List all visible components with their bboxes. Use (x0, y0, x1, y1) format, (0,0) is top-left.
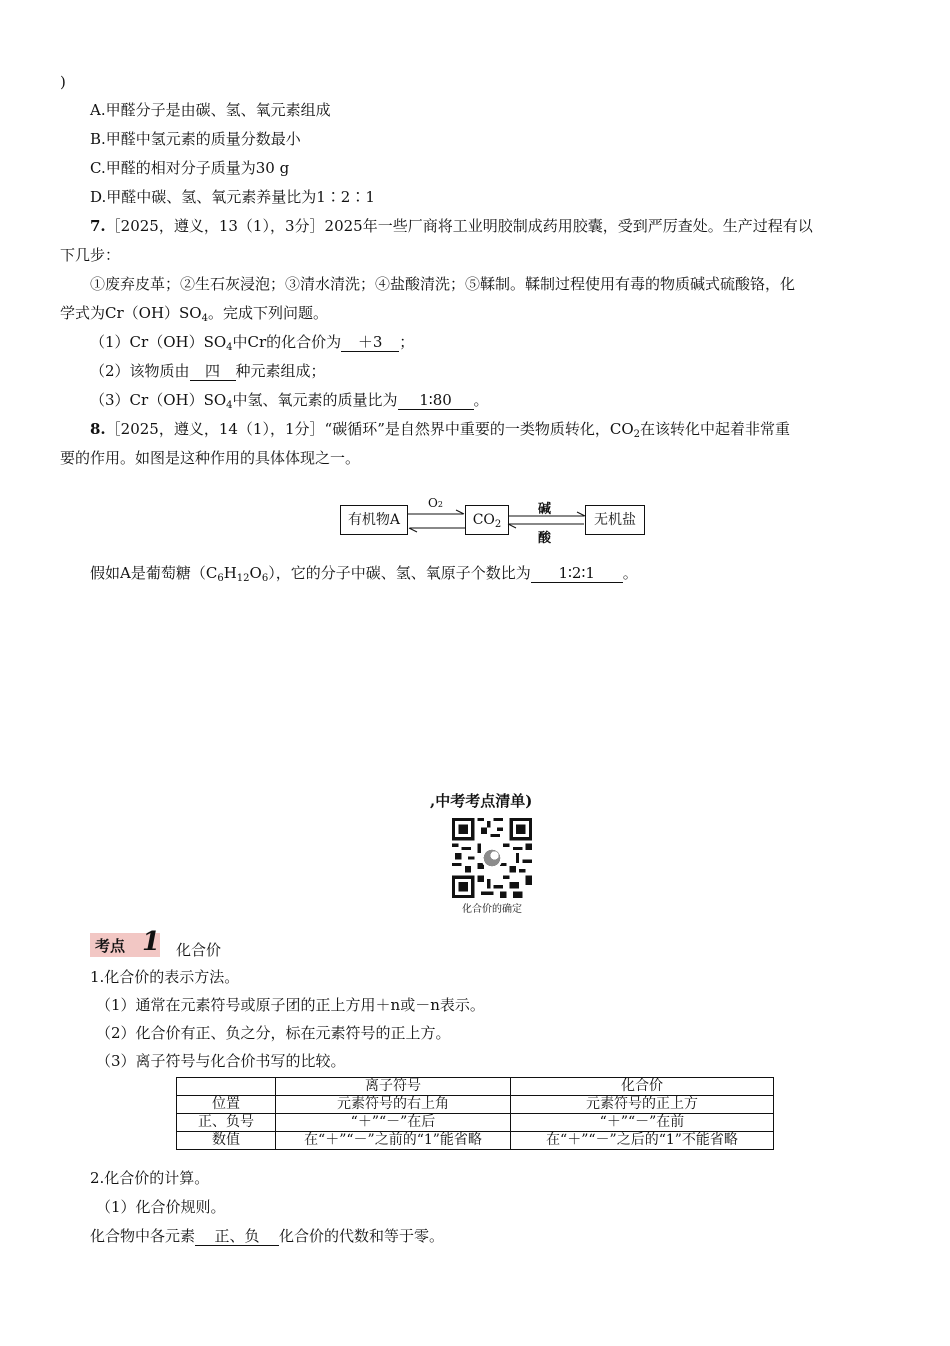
q8-stem-pre: ［2025，遵义，14（1），1分］“碳循环”是自然界中重要的一类物质转化，CO (105, 420, 634, 438)
q7-steps-line1: ①废弃皮革；②生石灰浸泡；③清水清洗；④盐酸清洗；⑤鞣制。鞣制过程使用有毒的物质碱式硫酸铬，化 (90, 275, 796, 293)
table-cell: 在“＋”“－”之后的“1”不能省略 (511, 1132, 774, 1150)
q7-part2-pre: （2）该物质由 (90, 362, 190, 380)
table-header-cell: 离子符号 (276, 1078, 511, 1096)
arrow-label-o2-text: O (428, 496, 438, 510)
table-row (177, 1096, 774, 1114)
badge-title: 化合价 (176, 941, 222, 959)
q6-option-b: B.甲醛中氢元素的质量分数最小 (90, 130, 301, 148)
q7-part3-sub: 4 (226, 400, 233, 411)
q8-stem-post: 在该转化中起着非常重 (640, 420, 791, 438)
q8-ans-sub-o: 6 (261, 573, 269, 584)
q7-part1-mid: 中Cr的化合价为 (232, 333, 342, 351)
qr-code-image (452, 818, 532, 898)
badge-text: 考点 (95, 937, 126, 955)
q8-stem-line2: 要的作用。如图是这种作用的具体体现之一。 (60, 449, 361, 467)
table-row (177, 1132, 774, 1150)
q8-number: 8. (90, 420, 106, 438)
section-badge (90, 927, 161, 957)
arrow-label-acid: 酸 (538, 531, 552, 546)
section-title: ,中考考点清单) (430, 792, 533, 810)
q8-ans-post: 。 (622, 564, 638, 582)
table-cell: “＋”“－”在前 (511, 1114, 774, 1132)
table-header-row (177, 1078, 774, 1096)
table-cell: 元素符号的右上角 (276, 1096, 511, 1114)
arrow-label-o2-sub: 2 (437, 500, 443, 509)
q7-formula-sub: 4 (201, 313, 208, 324)
comparison-table (176, 1077, 774, 1150)
q7-part2-post: 种元素组成； (235, 362, 326, 380)
q7-number: 7. (90, 217, 106, 235)
body-line-5 (90, 1226, 444, 1246)
q7-stem-text1: ［2025，遵义，13（1），3分］2025年一些厂商将工业明胶制成药用胶囊，受到严厉查处。生产过程有以 (105, 217, 813, 235)
q7-part1-post: ； (399, 333, 415, 351)
diagram-box-organic: 有机物A (340, 505, 408, 535)
q7-part2-answer: 四 (190, 362, 236, 381)
table-row (177, 1114, 774, 1132)
body-line-4: （1）化合价规则。 (96, 1198, 226, 1216)
arrow-organic-to-co2 (408, 510, 464, 514)
table-cell: 元素符号的正上方 (511, 1096, 774, 1114)
q8-ans-pre: 假如A是葡萄糖（C (90, 564, 218, 582)
q8-ans-o: O (249, 564, 262, 582)
body-line-3: （3）离子符号与化合价书写的比较。 (96, 1052, 346, 1070)
q8-stem-sub: 2 (633, 429, 641, 440)
q8-answer: 1∶2∶1 (531, 564, 623, 583)
q8-stem-line1 (90, 419, 790, 442)
rule-pre: 化合物中各元素 (90, 1227, 196, 1245)
table-cell: 位置 (177, 1096, 276, 1114)
q7-stem-line1 (90, 216, 813, 236)
q8-ans-mid: ），它的分子中碳、氢、氧原子个数比为 (268, 564, 531, 582)
qr-caption: 化合价的确定 (462, 904, 522, 915)
q6-option-d: D.甲醛中碳、氢、氧元素养量比为1∶2∶1 (90, 188, 375, 206)
q7-part3-pre: （3）Cr（OH）SO (90, 391, 227, 409)
q7-part1-pre: （1）Cr（OH）SO (90, 333, 227, 351)
diagram-co2-text: CO (472, 512, 495, 528)
q7-part2 (90, 361, 326, 381)
heading-2: 2.化合价的计算。 (90, 1169, 210, 1187)
diagram-co2-sub: 2 (494, 519, 502, 530)
rule-answer: 正、负 (195, 1227, 279, 1246)
heading-1: 1.化合价的表示方法。 (90, 968, 240, 986)
table-cell: “＋”“－”在后 (276, 1114, 511, 1132)
q7-part3-post: 。 (473, 391, 489, 409)
q8-ans-sub-h: 12 (236, 573, 250, 584)
q7-part3-answer: 1∶80 (398, 391, 474, 410)
body-line-1: （1）通常在元素符号或原子团的正上方用＋n或－n表示。 (96, 996, 485, 1014)
q7-part3-mid: 中氢、氧元素的质量比为 (232, 391, 398, 409)
q6-option-c: C.甲醛的相对分子质量为30 g (90, 159, 290, 177)
table-cell: 正、负号 (177, 1114, 276, 1132)
q6-option-a: A.甲醛分子是由碳、氢、氧元素组成 (90, 101, 331, 119)
diagram-box-salt: 无机盐 (585, 505, 645, 535)
arrow-label-o2 (428, 496, 443, 510)
q7-part3 (90, 390, 489, 413)
table-header-cell (177, 1078, 276, 1096)
table-header-cell: 化合价 (511, 1078, 774, 1096)
q7-part1-sub: 4 (226, 342, 233, 353)
badge-number: 1 (142, 927, 161, 957)
q8-ans-sub-c: 6 (217, 573, 224, 584)
q7-stem-line2: 下几步： (60, 246, 121, 264)
q7-steps-post: 。完成下列问题。 (207, 304, 328, 322)
q6-tail: ) (60, 73, 66, 91)
q8-answer-line (90, 563, 638, 586)
q7-part1 (90, 332, 414, 355)
rule-post: 化合价的代数和等于零。 (279, 1227, 445, 1245)
q7-part1-answer: ＋3 (341, 333, 399, 352)
q7-formula-pre: 学式为Cr（OH）SO (60, 304, 202, 322)
arrow-label-alkali: 碱 (538, 502, 552, 517)
q8-ans-h: H (223, 564, 237, 582)
table-cell: 数值 (177, 1132, 276, 1150)
arrow-co2-to-organic (409, 528, 465, 532)
q7-steps-line2 (60, 303, 328, 326)
diagram-arrows (408, 506, 586, 536)
table-cell: 在“＋”“－”之前的“1”能省略 (276, 1132, 511, 1150)
body-line-2: （2）化合价有正、负之分，标在元素符号的正上方。 (96, 1024, 451, 1042)
